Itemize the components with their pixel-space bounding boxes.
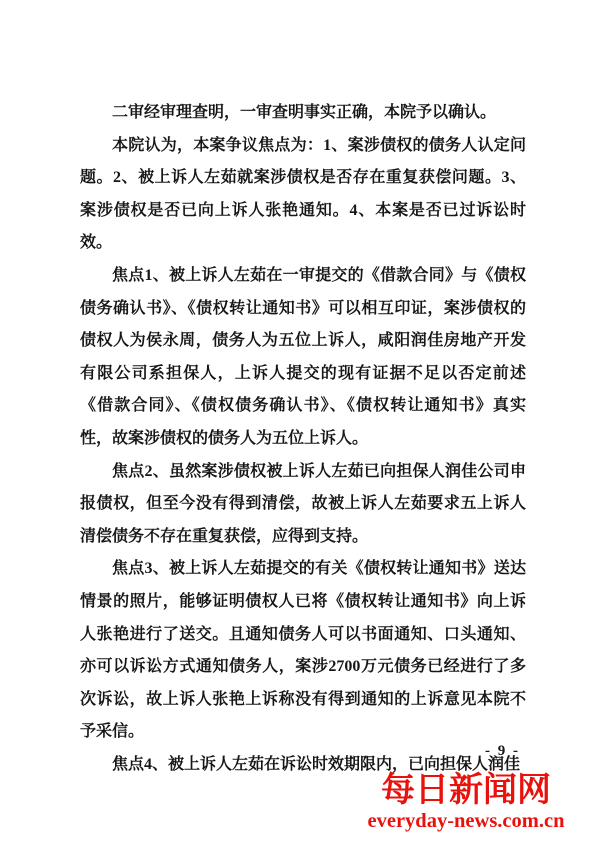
paragraph-court-confirmation: 二审经审理查明，一审查明事实正确，本院予以确认。 [112,104,497,121]
paragraph-focus-2: 焦点2、虽然案涉债权被上诉人左茹已向担保人润佳公司申报债权，但至今没有得到清偿，故被上诉人左茹要求五上诉人清偿债务不存在重复获偿，应得到支持。 [80,462,526,545]
site-logo-text: 每日新闻网 [381,772,551,809]
site-url-text: everyday-news.com.cn [367,810,565,832]
paragraph-focus-3: 焦点3、被上诉人左茹提交的有关《债权转让通知书》送达情景的照片，能够证明债权人已将《债权转让通知书》向上诉人张艳进行了送交。且通知债务人可以书面通知、口头通知、亦可以诉讼方式通知债务人，案涉2700万元债务已经进行了多次诉讼，故上诉人张艳上诉称没有得到通知的上诉意见本院不予采信。 [80,560,526,741]
paragraph-dispute-focus-list: 本院认为，本案争议焦点为：1、案涉债权的债务人认定问题。2、被上诉人左茹就案涉债权是否存在重复获偿问题。3、案涉债权是否已向上诉人张艳通知。4、本案是否已过诉讼时效。 [80,136,526,252]
paragraph-focus-1: 焦点1、被上诉人左茹在一审提交的《借款合同》与《债权债务确认书》、《债权转让通知书》可以相互印证，案涉债权的债权人为侯永周，债务人为五位上诉人，咸阳润佳房地产开发有限公司系担保人，上诉人提交的现有证据不足以否定前述《借款合同》、《债权债务确认书》、《债权转让通知书》真实性，故案涉债权的债务人为五位上诉人。 [80,266,526,447]
site-watermark [361,771,571,832]
document-body [80,97,526,781]
paragraph-focus-4: 焦点4、被上诉人左茹在诉讼时效期限内，已向担保人润佳 [112,755,521,773]
page-number: - 9 - [485,743,520,759]
